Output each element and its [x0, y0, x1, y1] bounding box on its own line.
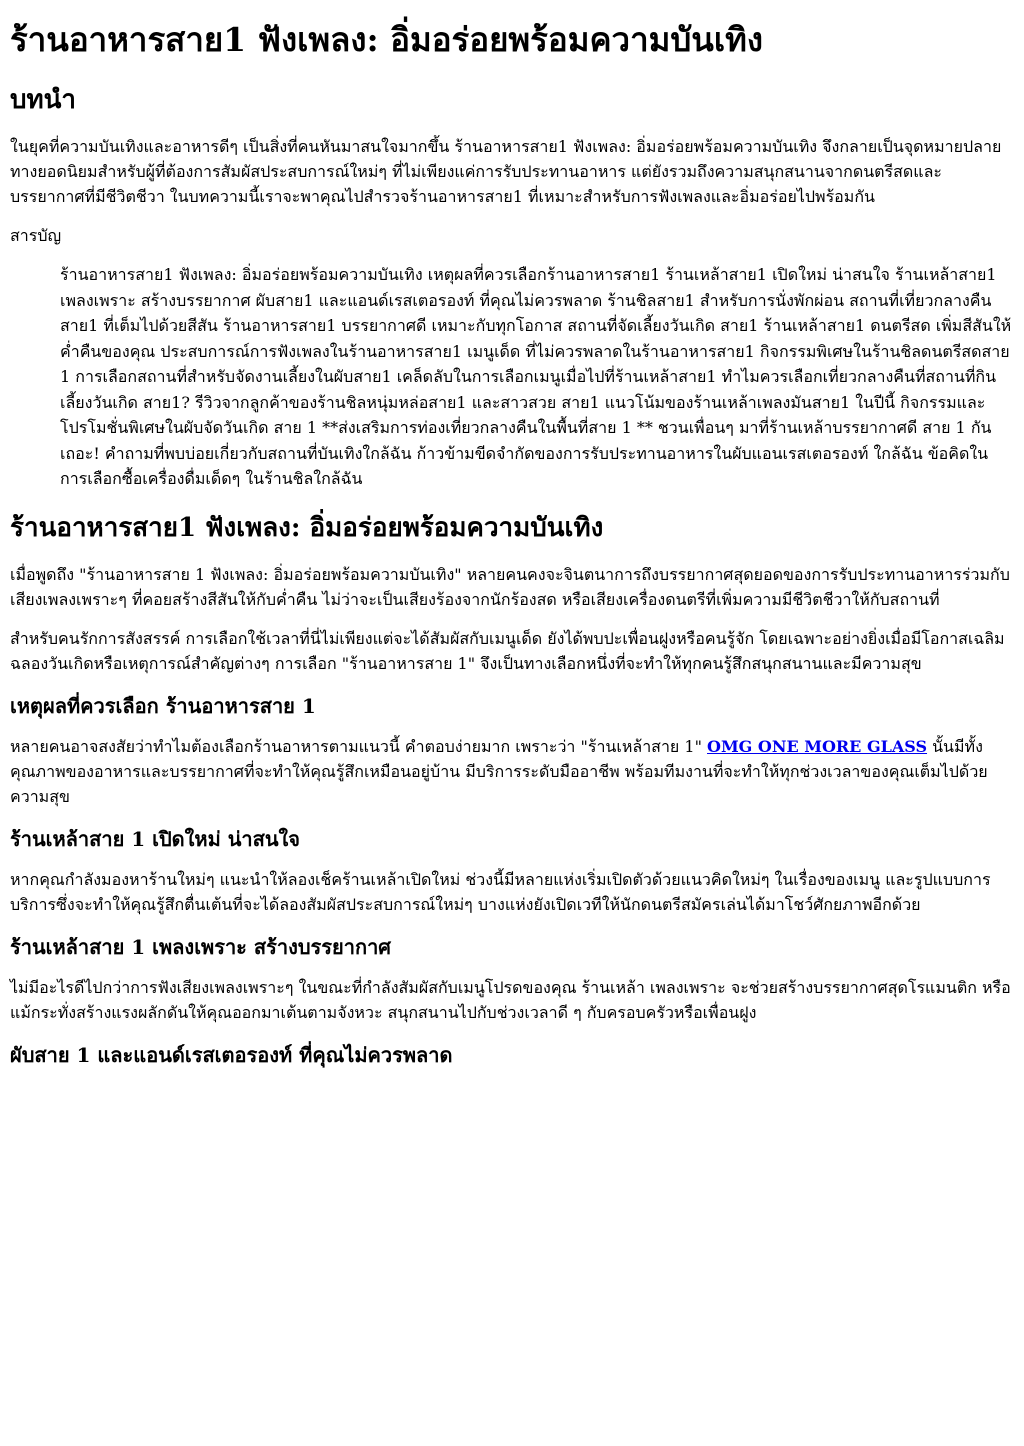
- section-new-paragraph: หากคุณกำลังมองหาร้านใหม่ๆ แนะนำให้ลองเช็คร้านเหล้าเปิดใหม่ ช่วงนี้มีหลายแห่งเริ่มเปิดตัวด้วยแนวคิดใหม่ๆ ในเรื่องของเมนู และรูปแบบการบริการซึ่งจะทำให้คุณรู้สึกตื่นเต้นที่จะได้ลองสัมผัสประสบการณ์ใหม่ๆ บางแห่งยังเปิดเวทีให้นักดนตรีสมัครเล่นได้มาโชว์ศักยภาพอีกด้วย: [10, 869, 991, 914]
- section-reason-paragraph: [10, 734, 1012, 809]
- section-music-paragraph: ไม่มีอะไรดีไปกว่าการฟังเสียงเพลงเพราะๆ ในขณะที่กำลังสัมผัสกับเมนูโปรดของคุณ ร้านเหล้า เพลงเพราะ จะช่วยสร้างบรรยากาศสุดโรแมนติก หรือแม้กระทั่งสร้างแรงผลักดันให้คุณออกมาเต้นตามจังหวะ สนุกสนานไปกับช่วงเวลาดี ๆ กับครอบครัวหรือเพื่อนฝูง: [10, 977, 1011, 1022]
- section-reason-heading: เหตุผลที่ควรเลือก ร้านอาหารสาย 1: [10, 693, 316, 718]
- page-title: ร้านอาหารสาย1 ฟังเพลง: อิ่มอร่อยพร้อมความบันเทิง: [10, 20, 764, 59]
- section-music-heading: ร้านเหล้าสาย 1 เพลงเพราะ สร้างบรรยากาศ: [10, 934, 391, 959]
- section-main-paragraph-2: สำหรับคนรักการสังสรรค์ การเลือกใช้เวลาที่นี่ไม่เพียงแต่จะได้สัมผัสกับเมนูเด็ด ยังได้พบปะเพื่อนฝูงหรือคนรู้จัก โดยเฉพาะอย่างยิ่งเมื่อมีโอกาสเฉลิมฉลองวันเกิดหรือเหตุการณ์สำคัญต่างๆ การเลือก "ร้านอาหารสาย 1" จึงเป็นทางเลือกหนึ่งที่จะทำให้ทุกคนรู้สึกสนุกสนานและมีความสุข: [10, 628, 1005, 673]
- toc-label: สารบัญ: [10, 226, 62, 245]
- section-pub-heading: ผับสาย 1 และแอนด์เรสเตอรองท์ ที่คุณไม่ควรพลาด: [10, 1042, 453, 1067]
- reason-text-after: นั้นมีทั้งคุณภาพของอาหารและบรรยากาศที่จะทำให้คุณรู้สึกเหมือนอยู่บ้าน มีบริการระดับมืออาชีพ พร้อมทีมงานที่จะทำให้ทุกช่วงเวลาของคุณเต็มไปด้วยความสุข: [10, 736, 988, 806]
- table-of-contents: ร้านอาหารสาย1 ฟังเพลง: อิ่มอร่อยพร้อมความบันเทิง เหตุผลที่ควรเลือกร้านอาหารสาย1 ร้านเหล้าสาย1 เปิดใหม่ น่าสนใจ ร้านเหล้าสาย1 เพลงเพราะ สร้างบรรยากาศ ผับสาย1 และแอนด์เรสเตอรองท์ ที่คุณไม่ควรพลาด ร้านชิลสาย1 สำหรับการนั่งพักผ่อน สถานที่เที่ยวกลางคืนสาย1 ที่เต็มไปด้วยสีสัน ร้านอาหารสาย1 บรรยากาศดี เหมาะกับทุกโอกาส สถานที่จัดเลี้ยงวันเกิด สาย1 ร้านเหล้าสาย1 ดนตรีสด เพิ่มสีสันให้ค่ำคืนของคุณ ประสบการณ์การฟังเพลงในร้านอาหารสาย1 เมนูเด็ด ที่ไม่ควรพลาดในร้านอาหารสาย1 กิจกรรมพิเศษในร้านชิลดนตรีสดสาย 1 การเลือกสถานที่สำหรับจัดงานเลี้ยงในผับสาย1 เคล็ดลับในการเลือกเมนูเมื่อไปที่ร้านเหล้าสาย1 ทำไมควรเลือกเที่ยวกลางคืนที่สถานที่กินเลี้ยงวันเกิด สาย1? รีวิวจากลูกค้าของร้านชิลหนุ่มหล่อสาย1 และสาวสวย สาย1 แนวโน้มของร้านเหล้าเพลงมันสาย1 ในปีนี้ กิจกรรมและโปรโมชั่นพิเศษในผับจัดวันเกิด สาย 1 **ส่งเสริมการท่องเที่ยวกลางคืนในพื้นที่สาย 1 ** ชวนเพื่อนๆ มาที่ร้านเหล้าบรรยากาศดี สาย 1 กันเถอะ! คำถามที่พบบ่อยเกี่ยวกับสถานที่บันเทิงใกล้ฉัน ก้าวข้ามขีดจำกัดของการรับประทานอาหารในผับแอนเรสเตอรองท์ ใกล้ฉัน ข้อคิดในการเลือกซื้อเครื่องดื่มเด็ดๆ ในร้านชิลใกล้ฉัน: [60, 265, 1012, 488]
- section-new-heading: ร้านเหล้าสาย 1 เปิดใหม่ น่าสนใจ: [10, 826, 301, 851]
- intro-heading: บทนำ: [10, 85, 77, 115]
- section-main-paragraph-1: เมื่อพูดถึง "ร้านอาหารสาย 1 ฟังเพลง: อิ่มอร่อยพร้อมความบันเทิง" หลายคนคงจะจินตนาการถึงบรรยากาศสุดยอดของการรับประทานอาหารร่วมกับเสียงเพลงเพราะๆ ที่คอยสร้างสีสันให้กับค่ำคืน ไม่ว่าจะเป็นเสียงร้องจากนักร้องสด หรือเสียงเครื่องดนตรีที่เพิ่มความมีชีวิตชีวาให้กับสถานที่: [10, 564, 1010, 609]
- section-main-heading: ร้านอาหารสาย1 ฟังเพลง: อิ่มอร่อยพร้อมความบันเทิง: [10, 512, 604, 543]
- intro-paragraph: ในยุคที่ความบันเทิงและอาหารดีๆ เป็นสิ่งที่คนหันมาสนใจมากขึ้น ร้านอาหารสาย1 ฟังเพลง: อิ่มอร่อยพร้อมความบันเทิง จึงกลายเป็นจุดหมายปลายทางยอดนิยมสำหรับผู้ที่ต้องการสัมผัสประสบการณ์ใหม่ๆ ที่ไม่เพียงแค่การรับประทานอาหาร แต่ยังรวมถึงความสนุกสนานจากดนตรีสดและบรรยากาศที่มีชีวิตชีวา ในบทความนี้เราจะพาคุณไปสำรวจร้านอาหารสาย1 ที่เหมาะสำหรับการฟังเพลงและอิ่มอร่อยไปพร้อมกัน: [10, 137, 1002, 206]
- omg-one-more-glass-link[interactable]: OMG ONE MORE GLASS: [707, 736, 928, 756]
- reason-text-before: หลายคนอาจสงสัยว่าทำไมต้องเลือกร้านอาหารตามแนวนี้ คำตอบง่ายมาก เพราะว่า "ร้านเหล้าสาย 1": [10, 736, 708, 756]
